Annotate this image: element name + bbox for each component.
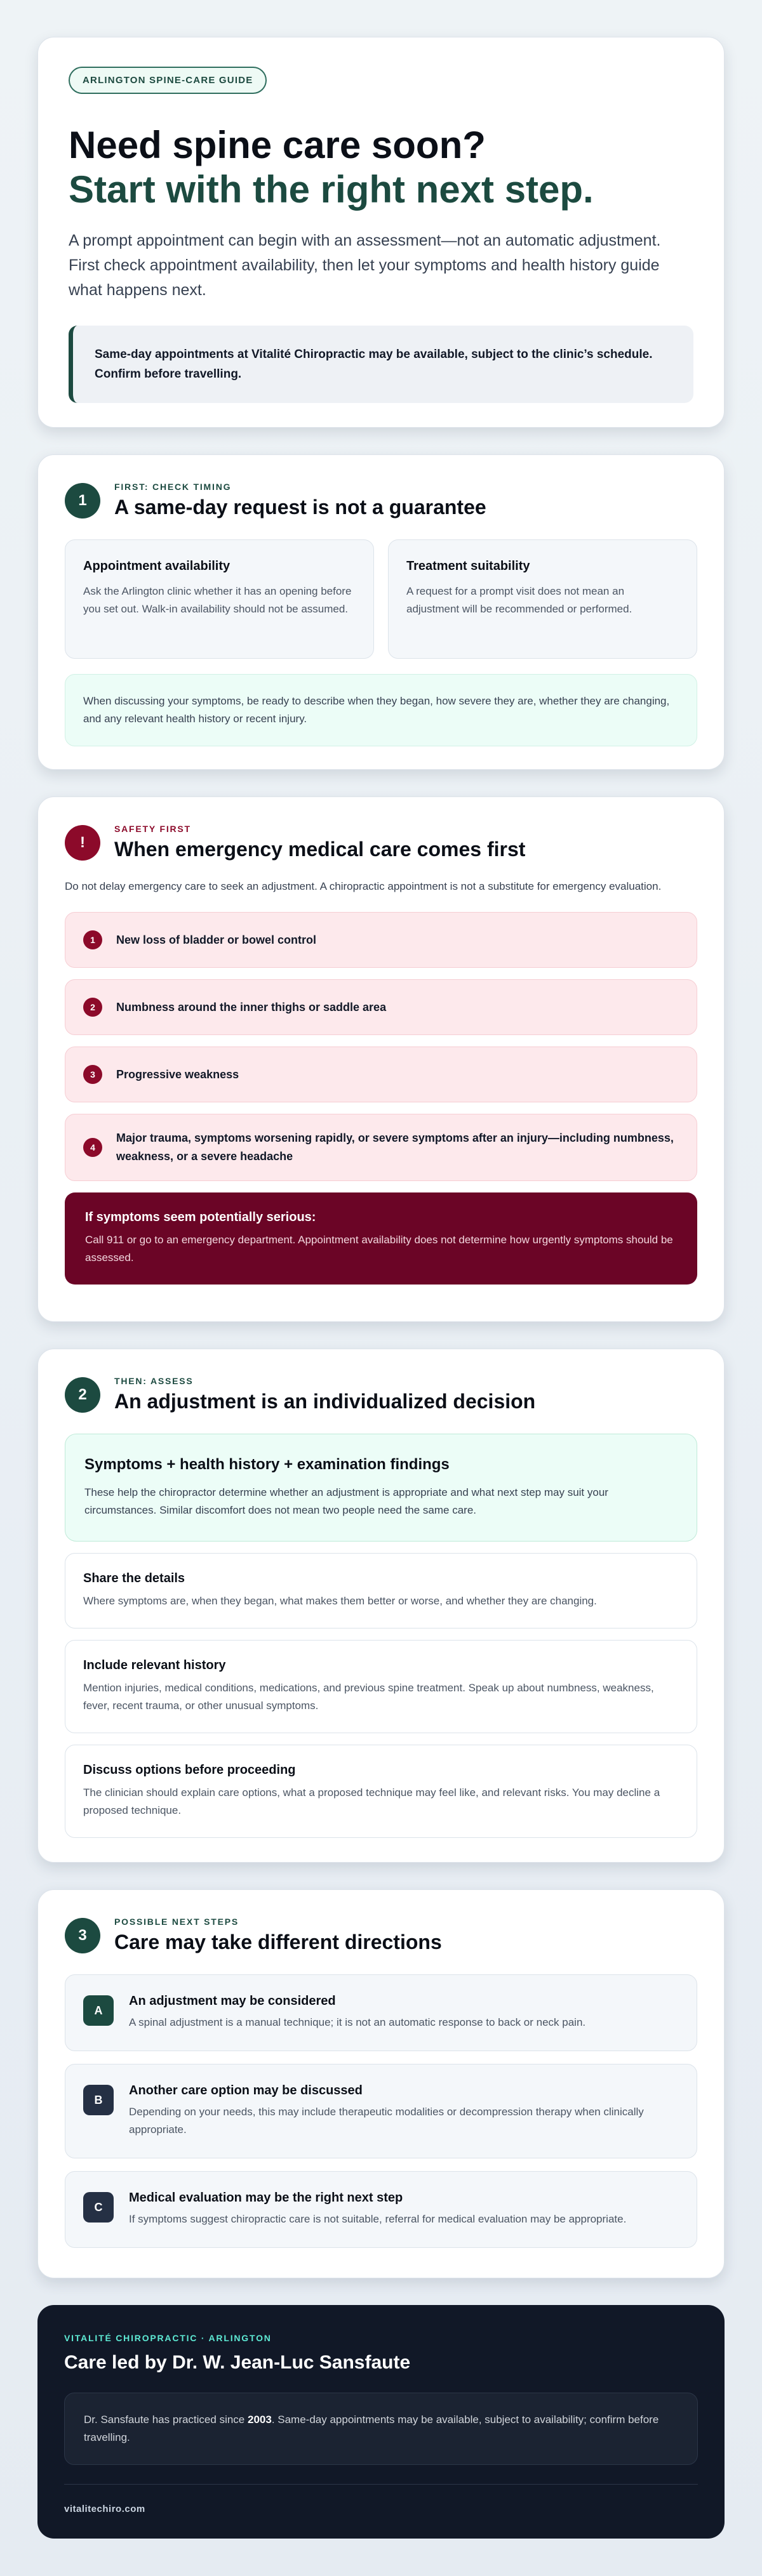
option-title: Medical evaluation may be the right next step: [129, 2191, 403, 2205]
alert-icon: !: [65, 825, 100, 861]
warning-number: 2: [83, 998, 102, 1017]
warning-text: Numbness around the inner thighs or saddle area: [116, 1000, 387, 1014]
box-text: A request for a prompt visit does not mean an adjustment will be recommended or performed.: [406, 585, 632, 615]
section-kicker: SAFETY FIRST: [114, 824, 191, 834]
section-title: Care may take different directions: [114, 1931, 442, 1953]
step-number-badge: 2: [65, 1377, 100, 1413]
practitioner-note: [64, 2393, 698, 2465]
alert-title: If symptoms seem potentially serious:: [85, 1210, 316, 1224]
warning-item: [65, 1114, 697, 1181]
safety-intro: Do not delay emergency care to seek an adjustment. A chiropractic appointment is not a substitute for emergency evaluation.: [65, 880, 662, 892]
clinic-footer: [37, 2305, 725, 2539]
hero-lede: A prompt appointment can begin with an assessment—not an automatic adjustment. First check appointment availability, then let your symptoms and health history guide what happens next.: [69, 232, 661, 299]
warning-number: 1: [83, 930, 102, 949]
item-title: Share the details: [83, 1571, 185, 1585]
option-title: An adjustment may be considered: [129, 1994, 336, 2008]
emergency-alert: [65, 1192, 697, 1285]
section-kicker: THEN: ASSESS: [114, 1376, 194, 1386]
guide-pill: ARLINGTON SPINE-CARE GUIDE: [69, 67, 267, 94]
option-text: A spinal adjustment is a manual technique; it is not an automatic response to back or neck pain.: [129, 2016, 586, 2028]
warning-text: Major trauma, symptoms worsening rapidly, or severe symptoms after an injury—including numbness, weakness, or a severe headache: [116, 1132, 674, 1163]
website-link[interactable]: vitalitechiro.com: [64, 2504, 145, 2514]
section-kicker: POSSIBLE NEXT STEPS: [114, 1917, 239, 1927]
safety-header: [65, 824, 697, 861]
option-text: Depending on your needs, this may include therapeutic modalities or decompression therapy when clinically appropriate.: [129, 2106, 644, 2136]
hero-title-line1: Need spine care soon?: [69, 124, 486, 166]
assess-header: [65, 1376, 697, 1413]
availability-box: [65, 539, 374, 659]
suitability-box: [388, 539, 697, 659]
box-title: Treatment suitability: [406, 559, 530, 573]
alert-text: Call 911 or go to an emergency department. Appointment availability does not determine how urgently symptoms should be assessed.: [85, 1234, 673, 1264]
option-badge: C: [83, 2192, 114, 2223]
item-title: Discuss options before proceeding: [83, 1763, 296, 1777]
box-title: Appointment availability: [83, 559, 231, 573]
box-text: Ask the Arlington clinic whether it has an opening before you set out. Walk-in availability should not be assumed.: [83, 585, 352, 615]
hero-card: [37, 37, 725, 428]
footer-title: Care led by Dr. W. Jean-Luc Sansfaute: [64, 2352, 411, 2373]
option-title: Another care option may be discussed: [129, 2084, 363, 2097]
symptoms-note: When discussing your symptoms, be ready to describe when they began, how severe they are, whether they are changing, and any relevant health history or recent injury.: [65, 674, 697, 746]
section-title: A same-day request is not a guarantee: [114, 496, 486, 519]
step-number-badge: 3: [65, 1918, 100, 1953]
note-text-start: Dr. Sansfaute has practiced since: [84, 2414, 248, 2426]
section-title: When emergency medical care comes first: [114, 838, 526, 861]
warning-item: [65, 979, 697, 1035]
footer-kicker: VITALITÉ CHIROPRACTIC · ARLINGTON: [64, 2333, 272, 2343]
formula-text: These help the chiropractor determine whether an adjustment is appropriate and what next step may suit your circumstances. Similar discomfort does not mean two people need the same care.: [84, 1486, 608, 1516]
next-steps-header: [65, 1917, 697, 1954]
option-card: [65, 1974, 697, 2051]
next-steps-section: [37, 1889, 725, 2278]
safety-section: [37, 796, 725, 1322]
timing-section: [37, 454, 725, 770]
availability-note: Same-day appointments at Vitalité Chiropractic may be available, subject to the clinic’s schedule. Confirm before travelling.: [69, 326, 693, 403]
option-badge: B: [83, 2085, 114, 2115]
step-number-badge: 1: [65, 483, 100, 519]
option-card: [65, 2064, 697, 2158]
item-text: The clinician should explain care options, what a proposed technique may feel like, and relevant risks. You may decline a proposed technique.: [83, 1787, 660, 1816]
warning-text: New loss of bladder or bowel control: [116, 933, 317, 946]
note-text-end: . Same-day appointments may be available, subject to availability; confirm before travelling.: [84, 2414, 659, 2443]
since-year: 2003: [247, 2414, 272, 2426]
section-title: An adjustment is an individualized decision: [114, 1390, 536, 1413]
warning-item: [65, 1047, 697, 1102]
warning-number: 4: [83, 1138, 102, 1157]
assessment-formula: [65, 1434, 697, 1542]
option-text: If symptoms suggest chiropractic care is not suitable, referral for medical evaluation may be appropriate.: [129, 2213, 627, 2225]
warning-number: 3: [83, 1065, 102, 1084]
timing-header: [65, 482, 697, 519]
section-kicker: FIRST: CHECK TIMING: [114, 482, 232, 492]
formula-title: Symptoms + health history + examination findings: [84, 1456, 450, 1473]
assess-section: [37, 1349, 725, 1863]
assess-item: [65, 1553, 697, 1628]
option-badge: A: [83, 1995, 114, 2026]
warning-text: Progressive weakness: [116, 1067, 239, 1081]
assess-item: [65, 1745, 697, 1838]
item-title: Include relevant history: [83, 1658, 226, 1672]
item-text: Mention injuries, medical conditions, medications, and previous spine treatment. Speak up about numbness, weakness, fever, recent trauma, or other unusual symptoms.: [83, 1682, 654, 1712]
footer-divider: [64, 2484, 698, 2485]
item-text: Where symptoms are, when they began, what makes them better or worse, and whether they are changing.: [83, 1595, 597, 1607]
hero-title-line2: Start with the right next step.: [69, 168, 594, 211]
warning-item: [65, 912, 697, 968]
assess-item: [65, 1640, 697, 1733]
option-card: [65, 2171, 697, 2248]
